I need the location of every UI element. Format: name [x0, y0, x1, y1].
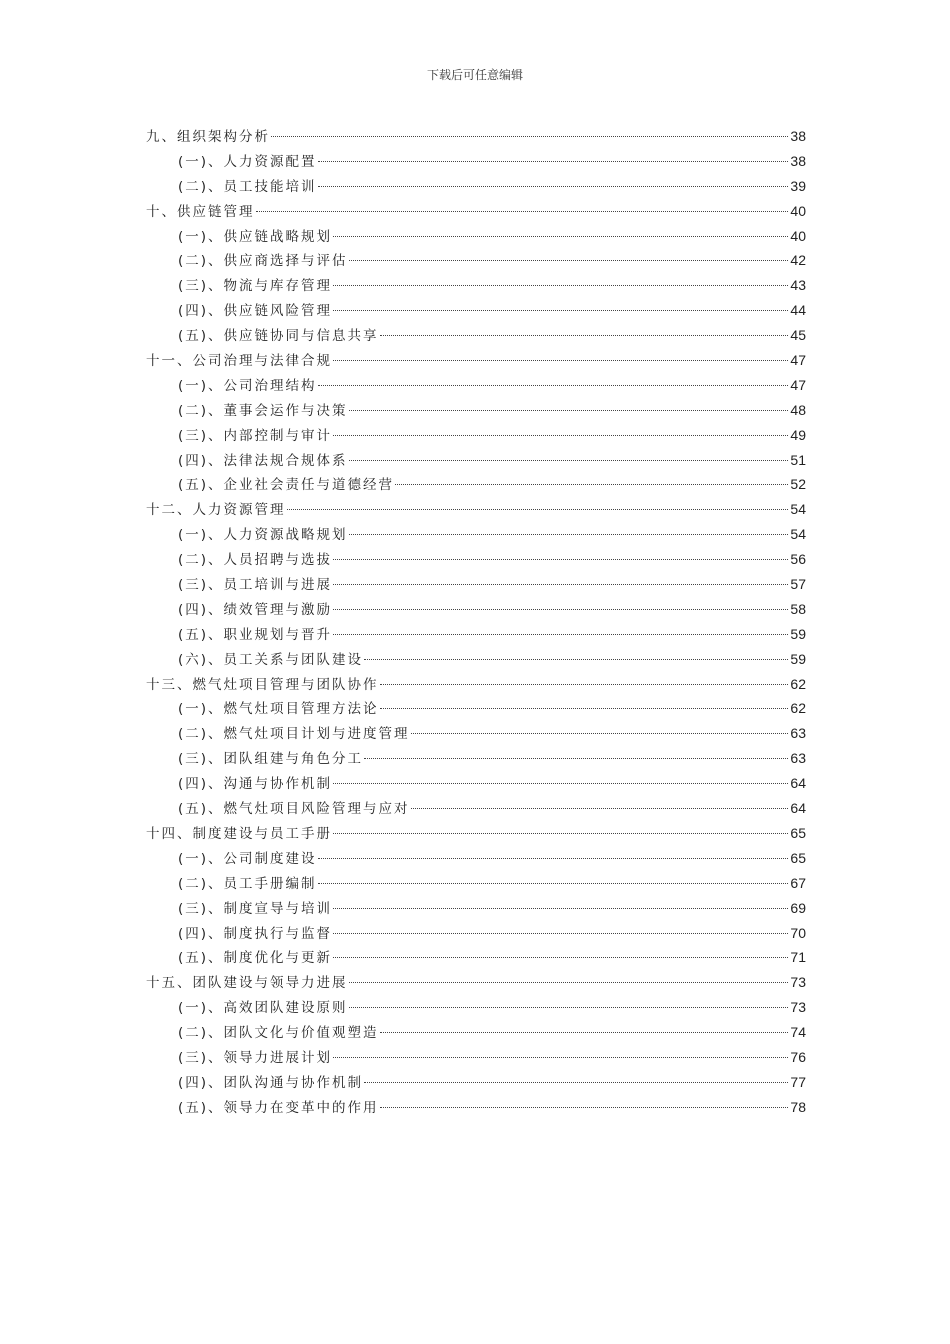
toc-page-number: 47 [790, 352, 806, 369]
toc-section-entry[interactable] [146, 449, 806, 474]
toc-entry-title: (二)、员工手册编制 [178, 875, 317, 892]
toc-dot-leader [380, 708, 789, 709]
toc-page-number: 78 [790, 1098, 806, 1115]
toc-entry-title: (四)、供应链风险管理 [178, 303, 333, 320]
toc-dot-leader [333, 783, 788, 784]
toc-entry-title: 十一、公司治理与法律合规 [146, 353, 332, 370]
toc-page-number: 49 [790, 426, 806, 443]
toc-dot-leader [333, 634, 788, 635]
toc-dot-leader [318, 161, 789, 162]
toc-entry-title: (一)、高效团队建设原则 [178, 1000, 348, 1017]
toc-page-number: 65 [790, 849, 806, 866]
toc-entry-title: (一)、燃气灶项目管理方法论 [178, 701, 379, 718]
toc-entry-title: (二)、团队文化与价值观塑造 [178, 1025, 379, 1042]
toc-page-number: 64 [790, 800, 806, 817]
toc-chapter-entry[interactable] [146, 822, 806, 847]
toc-page-number: 74 [790, 1024, 806, 1041]
toc-dot-leader [333, 360, 788, 361]
toc-dot-leader [333, 933, 788, 934]
toc-dot-leader [349, 260, 789, 261]
toc-entry-title: (六)、员工关系与团队建设 [178, 651, 364, 668]
toc-page-number: 65 [790, 824, 806, 841]
toc-entry-title: (五)、制度优化与更新 [178, 950, 333, 967]
toc-section-entry[interactable] [146, 722, 806, 747]
toc-section-entry[interactable] [146, 175, 806, 200]
toc-section-entry[interactable] [146, 324, 806, 349]
toc-section-entry[interactable] [146, 424, 806, 449]
toc-page-number: 39 [790, 177, 806, 194]
toc-section-entry[interactable] [146, 523, 806, 548]
toc-dot-leader [380, 684, 789, 685]
toc-page-number: 73 [790, 999, 806, 1016]
toc-page-number: 54 [790, 501, 806, 518]
toc-section-entry[interactable] [146, 996, 806, 1021]
toc-entry-title: (二)、人员招聘与选拔 [178, 552, 333, 569]
toc-entry-title: (三)、领导力进展计划 [178, 1049, 333, 1066]
toc-page-number: 59 [790, 650, 806, 667]
toc-dot-leader [333, 957, 788, 958]
toc-dot-leader [411, 808, 789, 809]
toc-section-entry[interactable] [146, 598, 806, 623]
toc-section-entry[interactable] [146, 1021, 806, 1046]
toc-page-number: 67 [790, 874, 806, 891]
toc-dot-leader [256, 211, 789, 212]
toc-entry-title: 九、组织架构分析 [146, 129, 270, 145]
toc-section-entry[interactable] [146, 374, 806, 399]
toc-entry-title: (五)、职业规划与晋升 [178, 626, 333, 643]
toc-entry-title: (四)、沟通与协作机制 [178, 776, 333, 793]
toc-chapter-entry[interactable] [146, 349, 806, 374]
toc-page-number: 64 [790, 775, 806, 792]
toc-page-number: 45 [790, 327, 806, 344]
toc-dot-leader [349, 534, 789, 535]
toc-section-entry[interactable] [146, 299, 806, 324]
toc-entry-title: (五)、领导力在变革中的作用 [178, 1099, 379, 1116]
toc-page-number: 52 [790, 476, 806, 493]
toc-dot-leader [333, 584, 788, 585]
toc-page-number: 69 [790, 899, 806, 916]
toc-page-number: 59 [790, 625, 806, 642]
toc-page-number: 44 [790, 302, 806, 319]
toc-dot-leader [364, 1082, 788, 1083]
toc-page-number: 38 [790, 128, 806, 144]
toc-chapter-entry[interactable] [146, 673, 806, 698]
toc-page-number: 73 [790, 974, 806, 991]
toc-section-entry[interactable] [146, 946, 806, 971]
toc-page-number: 76 [790, 1048, 806, 1065]
toc-dot-leader [318, 883, 789, 884]
toc-section-entry[interactable] [146, 249, 806, 274]
toc-chapter-entry[interactable] [146, 125, 806, 150]
toc-entry-title: (一)、公司治理结构 [178, 377, 317, 394]
toc-entry-title: 十、供应链管理 [146, 203, 255, 220]
toc-dot-leader [333, 435, 788, 436]
toc-entry-title: (四)、团队沟通与协作机制 [178, 1074, 364, 1091]
toc-dot-leader [380, 335, 789, 336]
toc-page-number: 71 [790, 949, 806, 966]
toc-page-number: 40 [790, 202, 806, 219]
toc-entry-title: (五)、供应链协同与信息共享 [178, 328, 379, 345]
toc-dot-leader [333, 1057, 788, 1058]
toc-entry-title: 十五、团队建设与领导力进展 [146, 975, 348, 992]
toc-page-number: 62 [790, 675, 806, 692]
toc-dot-leader [333, 559, 788, 560]
toc-entry-title: (四)、法律法规合规体系 [178, 452, 348, 469]
toc-section-entry[interactable] [146, 225, 806, 250]
toc-dot-leader [411, 733, 789, 734]
toc-dot-leader [380, 1107, 789, 1108]
toc-dot-leader [364, 758, 788, 759]
toc-dot-leader [318, 186, 789, 187]
page-header-note: 下载后可任意编辑 [426, 68, 523, 82]
toc-dot-leader [364, 659, 788, 660]
toc-page-number: 38 [790, 152, 806, 169]
toc-section-entry[interactable] [146, 1046, 806, 1071]
toc-page-number: 70 [790, 924, 806, 941]
toc-section-entry[interactable] [146, 648, 806, 673]
toc-entry-title: (二)、董事会运作与决策 [178, 402, 348, 419]
toc-entry-title: (二)、员工技能培训 [178, 178, 317, 195]
toc-chapter-entry[interactable] [146, 971, 806, 996]
toc-section-entry[interactable] [146, 573, 806, 598]
toc-dot-leader [333, 236, 788, 237]
toc-page-number: 43 [790, 277, 806, 294]
toc-section-entry[interactable] [146, 274, 806, 299]
toc-section-entry[interactable] [146, 847, 806, 872]
toc-dot-leader [349, 1007, 789, 1008]
toc-dot-leader [318, 858, 789, 859]
table-of-contents [146, 125, 806, 1121]
toc-chapter-entry[interactable] [146, 498, 806, 523]
toc-entry-title: 十三、燃气灶项目管理与团队协作 [146, 676, 379, 693]
toc-page-number: 40 [790, 227, 806, 244]
toc-entry-title: (三)、内部控制与审计 [178, 427, 333, 444]
toc-section-entry[interactable] [146, 772, 806, 797]
toc-entry-title: (四)、制度执行与监督 [178, 925, 333, 942]
toc-entry-title: (三)、团队组建与角色分工 [178, 751, 364, 768]
toc-dot-leader [333, 310, 788, 311]
toc-page-number: 42 [790, 252, 806, 269]
toc-dot-leader [287, 509, 789, 510]
toc-entry-title: (二)、供应商选择与评估 [178, 253, 348, 270]
toc-section-entry[interactable] [146, 747, 806, 772]
toc-dot-leader [333, 908, 788, 909]
toc-section-entry[interactable] [146, 897, 806, 922]
toc-entry-title: 十二、人力资源管理 [146, 502, 286, 519]
toc-entry-title: (五)、企业社会责任与道德经营 [178, 477, 395, 494]
toc-section-entry[interactable] [146, 150, 806, 175]
toc-page-number: 51 [790, 451, 806, 468]
toc-section-entry[interactable] [146, 797, 806, 822]
toc-entry-title: (四)、绩效管理与激励 [178, 601, 333, 618]
toc-page-number: 62 [790, 700, 806, 717]
toc-dot-leader [349, 460, 789, 461]
toc-section-entry[interactable] [146, 399, 806, 424]
toc-entry-title: 十四、制度建设与员工手册 [146, 825, 332, 842]
toc-section-entry[interactable] [146, 697, 806, 722]
toc-section-entry[interactable] [146, 1071, 806, 1096]
toc-dot-leader [271, 136, 788, 137]
toc-page-number: 58 [790, 600, 806, 617]
toc-dot-leader [333, 609, 788, 610]
toc-dot-leader [380, 1032, 789, 1033]
toc-section-entry[interactable] [146, 872, 806, 897]
toc-page-number: 57 [790, 576, 806, 593]
toc-dot-leader [349, 982, 789, 983]
toc-entry-title: (一)、人力资源配置 [178, 153, 317, 170]
toc-page-number: 56 [790, 551, 806, 568]
toc-dot-leader [333, 285, 788, 286]
toc-section-entry[interactable] [146, 623, 806, 648]
toc-section-entry[interactable] [146, 473, 806, 498]
toc-page-number: 63 [790, 725, 806, 742]
toc-page-number: 54 [790, 526, 806, 543]
toc-section-entry[interactable] [146, 922, 806, 947]
toc-entry-title: (五)、燃气灶项目风险管理与应对 [178, 801, 410, 818]
toc-entry-title: (一)、人力资源战略规划 [178, 527, 348, 544]
toc-dot-leader [333, 833, 788, 834]
toc-entry-title: (三)、员工培训与进展 [178, 577, 333, 594]
toc-entry-title: (三)、制度宣导与培训 [178, 900, 333, 917]
toc-chapter-entry[interactable] [146, 200, 806, 225]
toc-entry-title: (三)、物流与库存管理 [178, 278, 333, 295]
toc-section-entry[interactable] [146, 548, 806, 573]
toc-dot-leader [318, 385, 789, 386]
toc-section-entry[interactable] [146, 1096, 806, 1121]
toc-entry-title: (二)、燃气灶项目计划与进度管理 [178, 726, 410, 743]
toc-dot-leader [349, 410, 789, 411]
toc-dot-leader [395, 484, 788, 485]
toc-page-number: 47 [790, 376, 806, 393]
toc-entry-title: (一)、供应链战略规划 [178, 228, 333, 245]
toc-page-number: 63 [790, 750, 806, 767]
toc-entry-title: (一)、公司制度建设 [178, 850, 317, 867]
toc-page-number: 48 [790, 401, 806, 418]
toc-page-number: 77 [790, 1073, 806, 1090]
